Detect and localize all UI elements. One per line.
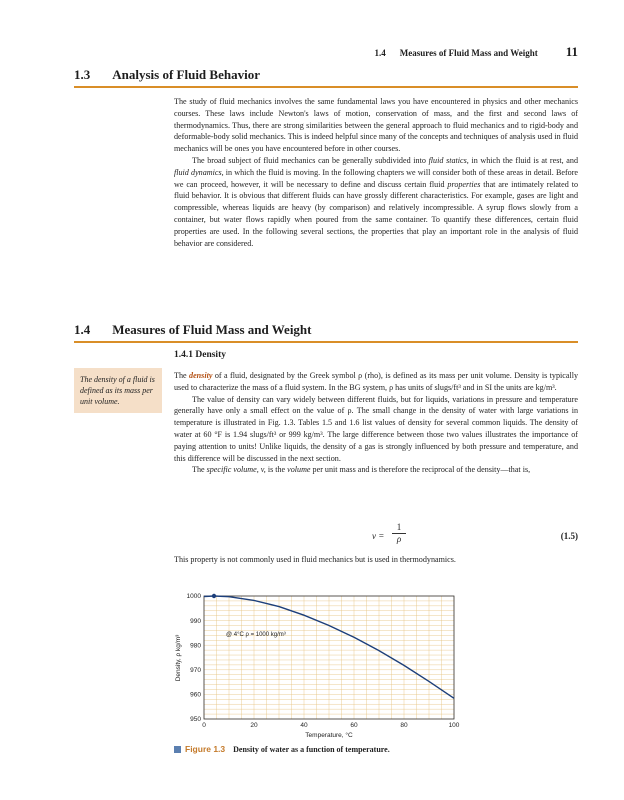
chart-annotation: @ 4°C ρ = 1000 kg/m³ xyxy=(226,632,286,638)
section-1-4-body xyxy=(174,370,578,476)
max-density-marker xyxy=(212,594,216,598)
y-axis-label: Density, ρ kg/m³ xyxy=(175,634,182,682)
paragraph: The density of a fluid, designated by the Greek symbol ρ (rho), is defined as its mass per unit volume. Density is typically used to characterize the mass of a fluid system. In the BG system, ρ has units of slugs/ft³ and in SI the units are kg/m³. xyxy=(174,371,579,392)
y-tick-label: 960 xyxy=(190,691,201,699)
margin-note: The density of a fluid is defined as its mass per unit volume. xyxy=(74,368,162,413)
figure-caption xyxy=(174,744,390,754)
plot-frame xyxy=(204,596,454,719)
running-head-title: Measures of Fluid Mass and Weight xyxy=(399,48,538,58)
subsection-title: 1.4.1 Density xyxy=(174,350,226,360)
figure-label: Figure 1.3 xyxy=(185,744,226,754)
equation-denominator: ρ xyxy=(396,534,402,544)
section-heading-1-3 xyxy=(74,67,578,88)
running-head-section: 1.4 xyxy=(374,48,386,58)
x-tick-label: 80 xyxy=(400,722,408,729)
paragraph: The broad subject of fluid mechanics can be generally subdivided into fluid statics, in which the fluid is at rest, and fluid dynamics, in which the fluid is moving. In the following chapters we will consider both of these areas in detail. Before we can proceed, however, it will be necessary to define and discuss certain fluid properties that are intimately related to fluid behavior. It is obvious that different fluids can have grossly different characteristics. For example, gases are light and compressible, whereas liquids are heavy (by comparison) and relatively incompressible. A syrup flows slowly from a container, but water flows rapidly when poured from the same container. To quantify these differences, certain fluid properties are used. In the following several sections, the properties that play an important role in the analysis of fluid behavior are considered. xyxy=(174,155,579,248)
x-tick-label: 40 xyxy=(300,722,308,729)
paragraph: This property is not commonly used in fluid mechanics but is used in thermodynamics. xyxy=(174,555,456,564)
y-tick-label: 1000 xyxy=(186,593,201,601)
equation-1-5 xyxy=(174,522,578,552)
section-1-3-body xyxy=(174,96,578,249)
equation-lhs: v = xyxy=(372,531,385,541)
tick-labels xyxy=(187,593,460,729)
x-tick-label: 100 xyxy=(448,722,460,729)
section-number: 1.4 xyxy=(74,322,91,337)
running-head xyxy=(375,44,578,60)
page-number: 11 xyxy=(565,44,578,59)
y-tick-label: 950 xyxy=(190,716,201,724)
section-number: 1.3 xyxy=(74,67,91,82)
chart-grid xyxy=(204,596,454,719)
figure-caption-text: Density of water as a function of temperature. xyxy=(233,744,390,754)
y-tick-label: 980 xyxy=(190,642,201,650)
x-tick-label: 0 xyxy=(202,722,206,729)
keyword-density: density xyxy=(189,371,213,380)
section-heading-1-4 xyxy=(74,322,578,343)
paragraph: The specific volume, v, is the volume per unit mass and is therefore the reciprocal of the density—that is, xyxy=(192,465,531,475)
paragraph: The value of density can vary widely between different fluids, but for liquids, variations in pressure and temperature generally have only a small effect on the value of ρ. The small change in the density of water with large variations in temperature is illustrated in Fig. 1.3. Tables 1.5 and 1.6 list values of density for several common liquids. The density of water at 60 °F is 1.94 slugs/ft³ or 999 kg/m³. The large difference between those two values illustrates the importance of paying attention to units! Unlike liquids, the density of a gas is strongly influenced by both pressure and temperature, and this difference will be discussed in the next section. xyxy=(174,394,578,463)
y-tick-label: 970 xyxy=(190,667,201,674)
caption-square-icon xyxy=(174,746,181,753)
y-tick-label: 990 xyxy=(190,617,201,625)
x-tick-label: 60 xyxy=(350,722,358,729)
equation-number: (1.5) xyxy=(560,531,578,541)
section-title: Analysis of Fluid Behavior xyxy=(112,67,260,82)
density-curve xyxy=(204,596,454,698)
equation-fraction xyxy=(392,522,406,544)
section-title: Measures of Fluid Mass and Weight xyxy=(112,322,312,337)
x-axis-label: Temperature, °C xyxy=(305,732,353,739)
equation-numerator: 1 xyxy=(392,522,406,534)
x-tick-label: 20 xyxy=(250,722,258,729)
paragraph: The study of fluid mechanics involves the same fundamental laws you have encountered in physics and other mechanics courses. These laws include Newton's laws of motion, conservation of mass, and the first and second laws of thermodynamics. Thus, there are strong similarities between the general approach to fluid mechanics and to rigid-body and deformable-body solid mechanics. This is indeed helpful since many of the concepts and techniques of analysis used in fluid mechanics will be ones you have encountered before in other courses. xyxy=(174,97,578,154)
